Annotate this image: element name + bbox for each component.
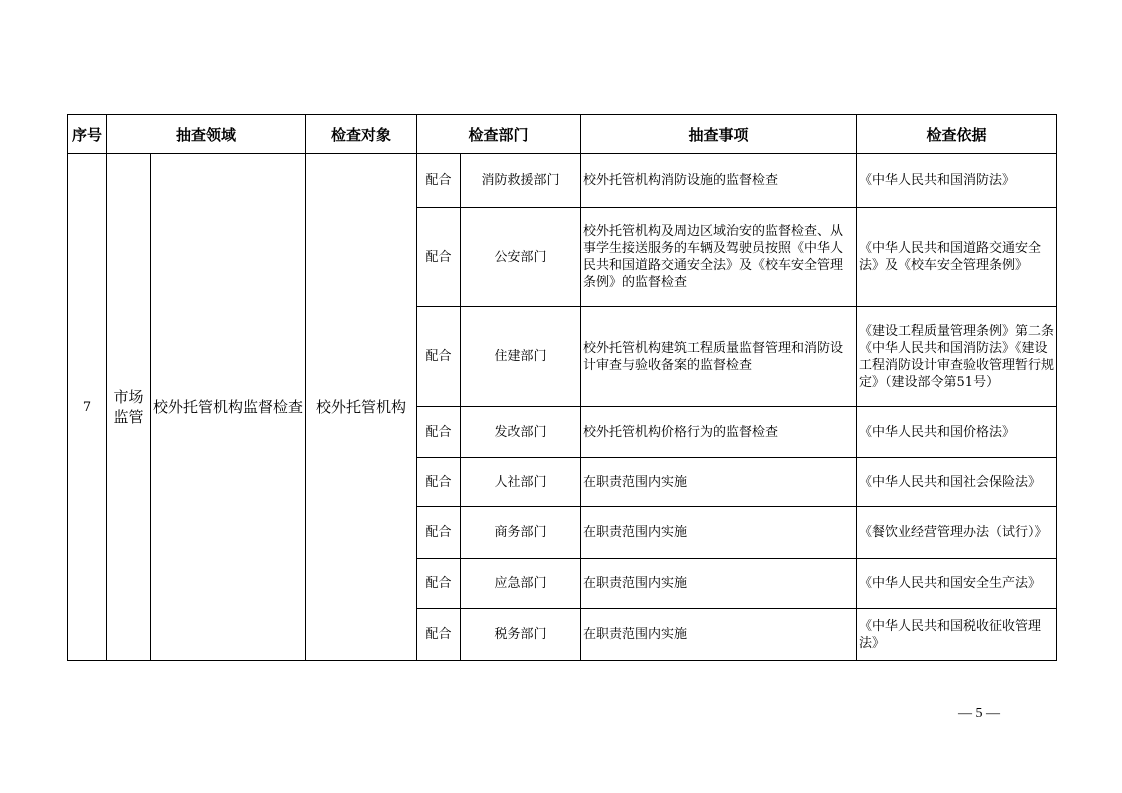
row-dept: 人社部门: [461, 458, 581, 507]
row-dept: 应急部门: [461, 559, 581, 609]
row-role: 配合: [417, 407, 461, 458]
row-item: 校外托管机构消防设施的监督检查: [581, 154, 857, 208]
row-dept: 消防救援部门: [461, 154, 581, 208]
row-dept: 税务部门: [461, 609, 581, 661]
header-basis: 检查依据: [857, 115, 1057, 154]
row-role: 配合: [417, 458, 461, 507]
row-role: 配合: [417, 559, 461, 609]
group-seq: 7: [68, 154, 107, 661]
header-dept: 检查部门: [417, 115, 581, 154]
row-basis: 《餐饮业经营管理办法（试行）》: [857, 507, 1057, 559]
table-row: [68, 154, 1057, 208]
row-role: 配合: [417, 507, 461, 559]
row-item: 在职责范围内实施: [581, 559, 857, 609]
header-items: 抽查事项: [581, 115, 857, 154]
group-domain: [107, 154, 151, 661]
row-basis: 《中华人民共和国消防法》: [857, 154, 1057, 208]
row-dept: 商务部门: [461, 507, 581, 559]
header-seq: 序号: [68, 115, 107, 154]
row-basis: 《中华人民共和国税收征收管理法》: [857, 609, 1057, 661]
row-item: 在职责范围内实施: [581, 609, 857, 661]
row-basis: 《中华人民共和国安全生产法》: [857, 559, 1057, 609]
row-role: 配合: [417, 307, 461, 407]
row-basis: 《建设工程质量管理条例》第二条《中华人民共和国消防法》《建设工程消防设计审查验收管理暂行规定》（建设部令第51号）: [857, 307, 1057, 407]
row-basis: 《中华人民共和国道路交通安全法》及《校车安全管理条例》: [857, 208, 1057, 307]
row-item: 在职责范围内实施: [581, 507, 857, 559]
row-item: 在职责范围内实施: [581, 458, 857, 507]
row-dept: 公安部门: [461, 208, 581, 307]
row-item: 校外托管机构及周边区域治安的监督检查、从事学生接送服务的车辆及驾驶员按照《中华人民共和国道路交通安全法》及《校车安全管理条例》的监督检查: [581, 208, 857, 307]
row-role: 配合: [417, 208, 461, 307]
group-target: 校外托管机构: [306, 154, 417, 661]
group-domain-text: 市场监管: [113, 388, 144, 426]
inspection-table: [67, 114, 1057, 661]
row-role: 配合: [417, 154, 461, 208]
group-field: 校外托管机构监督检查: [151, 154, 306, 661]
row-item: 校外托管机构价格行为的监督检查: [581, 407, 857, 458]
row-dept: 发改部门: [461, 407, 581, 458]
header-row: [68, 115, 1057, 154]
header-target: 检查对象: [306, 115, 417, 154]
page-number: — 5 —: [958, 706, 1000, 721]
row-dept: 住建部门: [461, 307, 581, 407]
header-field: 抽查领域: [107, 115, 306, 154]
row-item: 校外托管机构建筑工程质量监督管理和消防设计审查与验收备案的监督检查: [581, 307, 857, 407]
row-role: 配合: [417, 609, 461, 661]
row-basis: 《中华人民共和国社会保险法》: [857, 458, 1057, 507]
row-basis: 《中华人民共和国价格法》: [857, 407, 1057, 458]
